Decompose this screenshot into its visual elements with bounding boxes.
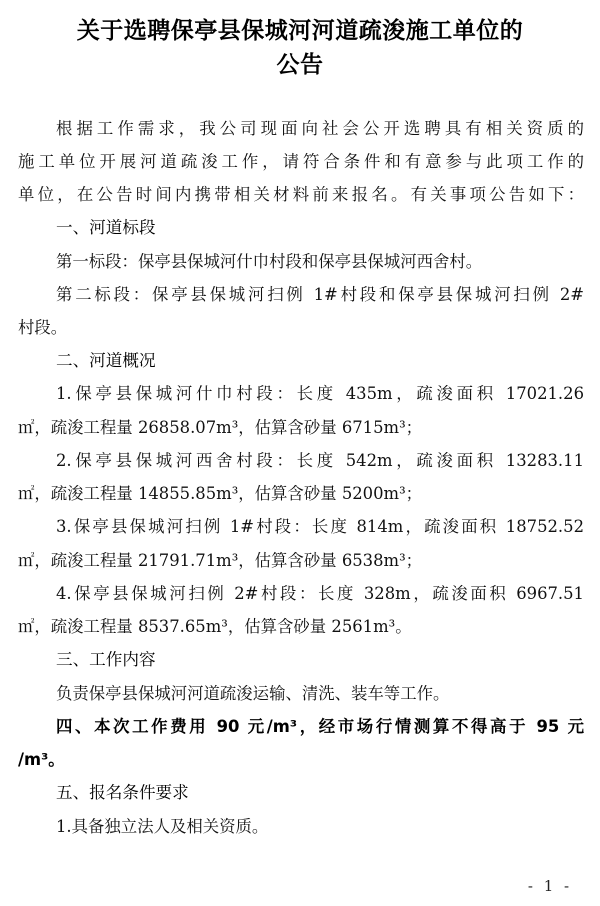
section3-line-1: 负责保亭县保城河河道疏浚运输、清洗、装车等工作。 xyxy=(56,684,450,703)
section2-item-4-line-2: ㎡，疏浚工程量 8537.65m³，估算含砂量 2561m³。 xyxy=(18,617,412,636)
section1-line-2: 第二标段：保亭县保城河扫例 1#村段和保亭县保城河扫例 2# xyxy=(56,285,584,304)
intro-line-3: 单位，在公告时间内携带相关材料前来报名。有关事项公告如下： xyxy=(18,185,584,204)
page-number: - 1 - xyxy=(527,877,573,895)
section-heading-river-sections: 一、河道标段 xyxy=(56,218,156,237)
section2-item-1-line-2: ㎡，疏浚工程量 26858.07m³，估算含砂量 6715m³； xyxy=(18,418,423,437)
section2-item-1-line-1: 1.保亭县保城河什巾村段：长度 435m，疏浚面积 17021.26 xyxy=(56,384,584,403)
section2-item-4-line-1: 4.保亭县保城河扫例 2#村段：长度 328m，疏浚面积 6967.51 xyxy=(56,584,584,603)
section-heading-work-content: 三、工作内容 xyxy=(56,650,156,669)
section5-line-1: 1.具备独立法人及相关资质。 xyxy=(56,817,269,836)
section-heading-registration-requirements: 五、报名条件要求 xyxy=(56,783,189,802)
section2-item-3-line-2: ㎡，疏浚工程量 21791.71m³，估算含砂量 6538m³； xyxy=(18,551,423,570)
section1-line-1: 第一标段：保亭县保城河什巾村段和保亭县保城河西舍村。 xyxy=(56,252,483,271)
intro-line-2: 施工单位开展河道疏浚工作，请符合条件和有意参与此项工作的 xyxy=(18,152,584,171)
section-heading-river-overview: 二、河道概况 xyxy=(56,351,156,370)
document-title-line-2: 公告 xyxy=(276,52,324,78)
section2-item-3-line-1: 3.保亭县保城河扫例 1#村段：长度 814m，疏浚面积 18752.52 xyxy=(56,517,584,536)
section4-fee-line-1: 四、本次工作费用 90 元/m³，经市场行情测算不得高于 95 元 xyxy=(56,717,584,736)
section4-fee-line-2: /m³。 xyxy=(18,750,65,769)
document-title-line-1: 关于选聘保亭县保城河河道疏浚施工单位的 xyxy=(76,18,524,44)
section2-item-2-line-2: ㎡，疏浚工程量 14855.85m³，估算含砂量 5200m³； xyxy=(18,484,423,503)
intro-line-1: 根据工作需求，我公司现面向社会公开选聘具有相关资质的 xyxy=(56,119,584,138)
section2-item-2-line-1: 2.保亭县保城河西舍村段：长度 542m，疏浚面积 13283.11 xyxy=(56,451,584,470)
section1-line-3: 村段。 xyxy=(18,318,68,337)
